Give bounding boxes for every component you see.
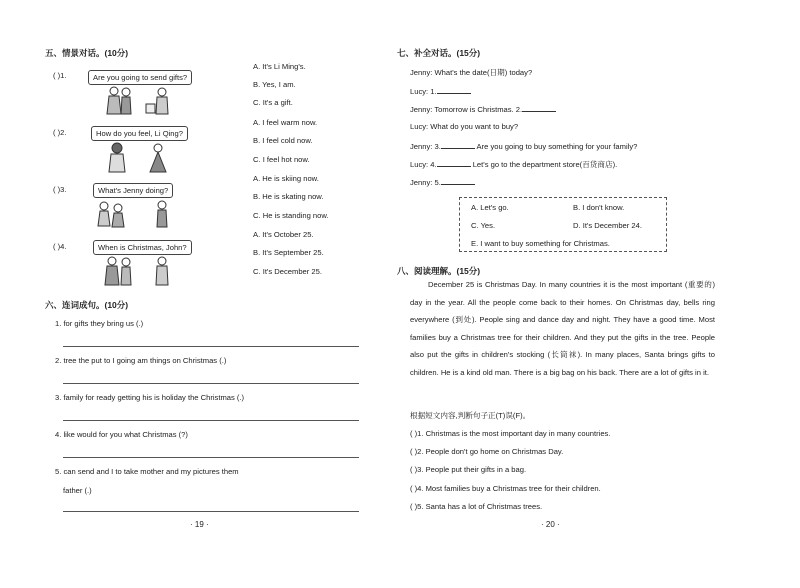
dialog-item-4-number: ( )4. [53, 242, 67, 251]
dialogue-line-5-text: Jenny: 3. [410, 142, 441, 151]
option-3b: B. He is skating now. [253, 192, 324, 201]
dialogue-line-6 [410, 159, 617, 170]
option-4c: C. It's December 25. [253, 267, 322, 276]
sentence-item-4: 4. like would for you what Christmas (?) [55, 430, 188, 439]
answer-line-1[interactable] [63, 346, 359, 347]
option-3a: A. He is skiing now. [253, 174, 319, 183]
box-option-a: A. Let's go. [471, 203, 509, 212]
sentence-item-5: 5. can send and I to take mother and my pictures them [55, 467, 239, 476]
section-7-title: 七、补全对话。(15分) [397, 48, 481, 58]
speech-bubble-1: Are you going to send gifts? [88, 70, 192, 85]
option-1a: A. It's Li Ming's. [253, 62, 306, 71]
dialogue-line-2-text: Lucy: 1. [410, 87, 437, 96]
dialogue-line-4 [410, 122, 518, 131]
dialogue-line-1 [410, 67, 532, 78]
blank-3[interactable] [441, 141, 475, 149]
option-2a: A. I feel warm now. [253, 118, 318, 127]
speech-bubble-2: How do you feel, Li Qing? [91, 126, 188, 141]
blank-1[interactable] [437, 86, 471, 94]
reading-passage: December 25 is Christmas Day. In many countries it is the most important (重要的) day in the year. All the people come back to their homes. On Christmas day, bells ring everywhere (到处). People sing and dance day and night. They have a good time. Most families buy a Christmas tree for their children. And they put the gifts in the tree. People also put the gifts in children's stocking (长筒袜). In many places, Santa brings gifts to children. He is a kind old man. There is a big bag on his back. There are a lot of gifts in it. [410, 280, 715, 377]
option-2b: B. I feel cold now. [253, 136, 313, 145]
box-option-c: C. Yes. [471, 221, 496, 230]
option-1b: B. Yes, I am. [253, 80, 296, 89]
option-4a: A. It's October 25. [253, 230, 314, 239]
tf-question-2: ( )2. People don't go home on Christmas Day. [410, 447, 564, 456]
dialogue-line-3 [410, 104, 556, 114]
dialogue-line-5-post: Are you going to buy something for your family? [474, 142, 638, 151]
dialogue-line-3-text: Jenny: Tomorrow is Christmas. 2. [410, 105, 523, 114]
option-3c: C. He is standing now. [253, 211, 329, 220]
dialogue-line-1-text: Jenny: What's the date(日期) today? [410, 68, 533, 77]
sentence-item-1: 1. for gifts they bring us (.) [55, 319, 144, 328]
dialogue-line-6-post: Let's go to the department store(百货商店). [470, 160, 618, 169]
dialogue-line-6-text: Lucy: 4. [410, 160, 437, 169]
tf-question-4: ( )4. Most families buy a Christmas tree for their children. [410, 484, 601, 493]
section-6-title: 六、连词成句。(10分) [45, 300, 129, 310]
box-option-d: D. It's December 24. [573, 221, 642, 230]
illustration-gift-icon [100, 86, 178, 116]
dialogue-line-2 [410, 86, 471, 96]
dialog-item-3-number: ( )3. [53, 185, 67, 194]
answer-line-4[interactable] [63, 457, 359, 458]
answer-line-5[interactable] [63, 511, 359, 512]
illustration-christmas-icon [100, 255, 178, 287]
dialog-item-1-number: ( )1. [53, 71, 67, 80]
page-number-20: · 20 · [541, 520, 560, 529]
dialogue-line-5 [410, 141, 637, 151]
blank-4[interactable] [437, 159, 471, 167]
illustration-skating-icon [96, 200, 176, 230]
option-2c: C. I feel hot now. [253, 155, 310, 164]
answer-line-3[interactable] [63, 420, 359, 421]
dialogue-line-7 [410, 177, 475, 187]
tf-question-1: ( )1. Christmas is the most important day in many countries. [410, 429, 611, 438]
sentence-item-3: 3. family for ready getting his is holiday the Christmas (.) [55, 393, 245, 402]
box-option-b: B. I don't know. [573, 203, 625, 212]
dialogue-line-4-text: Lucy: What do you want to buy? [410, 122, 519, 131]
illustration-weather-icon [105, 142, 175, 174]
speech-bubble-3: What's Jenny doing? [93, 183, 173, 198]
answer-line-2[interactable] [63, 383, 359, 384]
dialog-item-2-number: ( )2. [53, 128, 67, 137]
reading-instruction: 根据短文内容,判断句子正(T)误(F)。 [410, 411, 531, 420]
section-8-title: 八、阅读理解。(15分) [397, 266, 481, 276]
tf-question-3: ( )3. People put their gifts in a bag. [410, 465, 527, 474]
tf-question-5: ( )5. Santa has a lot of Christmas trees. [410, 502, 543, 511]
page-number-19: · 19 · [190, 520, 209, 529]
sentence-item-2: 2. tree the put to I going am things on Christmas (.) [55, 356, 227, 365]
box-option-e: E. I want to buy something for Christmas. [471, 239, 610, 248]
sentence-item-5-cont: father (.) [63, 486, 92, 495]
section-5-title: 五、情景对话。(10分) [45, 48, 129, 58]
blank-5[interactable] [441, 177, 475, 185]
option-4b: B. It's September 25. [253, 248, 324, 257]
dialogue-line-7-text: Jenny: 5. [410, 178, 441, 187]
option-1c: C. It's a gift. [253, 98, 293, 107]
speech-bubble-4: When is Christmas, John? [93, 240, 192, 255]
blank-2[interactable] [522, 104, 556, 112]
